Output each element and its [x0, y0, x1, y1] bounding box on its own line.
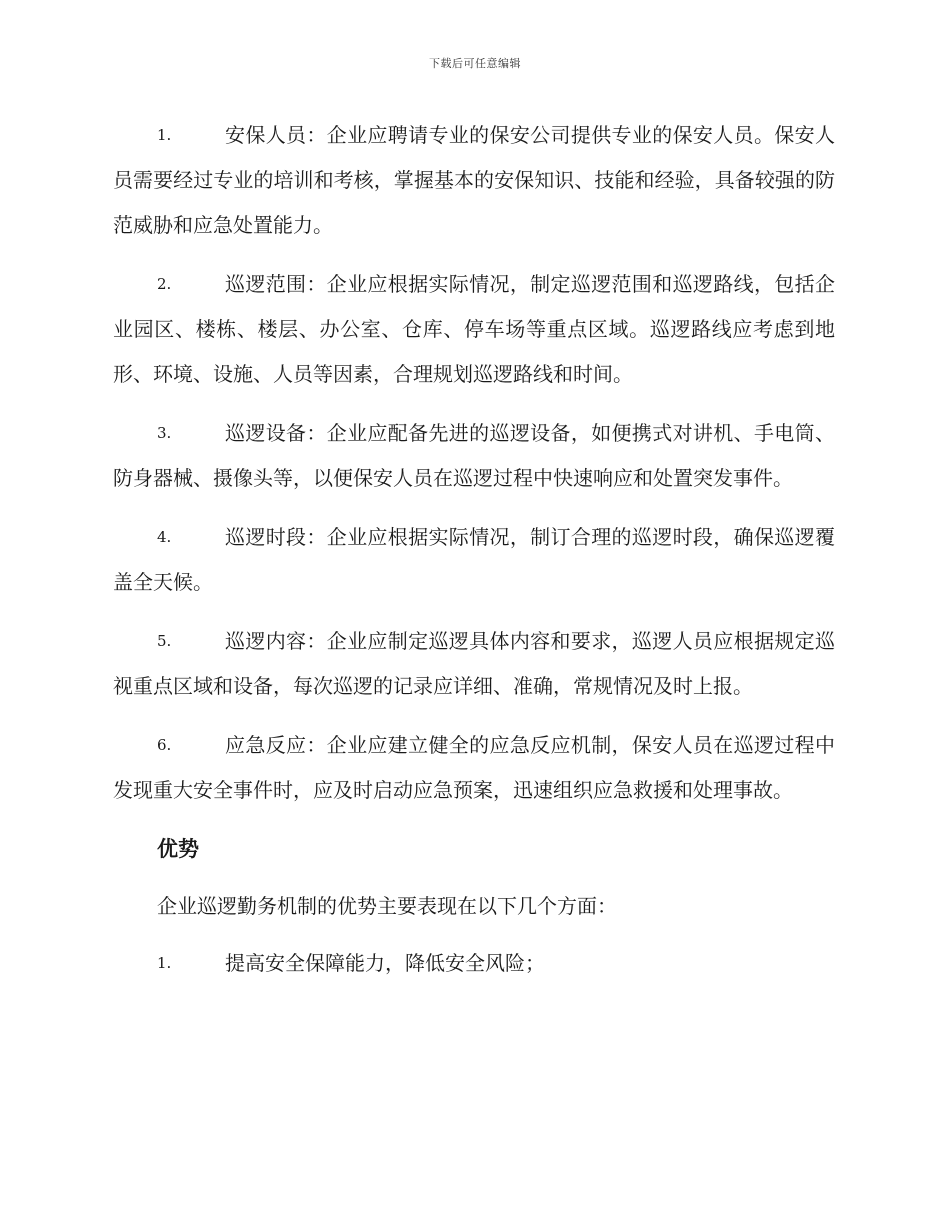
- list-item-number: 5.: [157, 632, 172, 650]
- list-item-text: 安保人员：企业应聘请专业的保安公司提供专业的保安人员。保安人员需要经过专业的培训和考核，掌握基本的安保知识、技能和经验，具备较强的防范威胁和应急处置能力。: [113, 123, 835, 237]
- list-item: [113, 262, 835, 397]
- list-item-number: 3.: [157, 424, 172, 442]
- list-item-text: 应急反应：企业应建立健全的应急反应机制，保安人员在巡逻过程中发现重大安全事件时，应及时启动应急预案，迅速组织应急救援和处理事故。: [113, 733, 835, 802]
- list-item-number: 1.: [157, 126, 172, 144]
- list-item-text: 巡逻范围：企业应根据实际情况，制定巡逻范围和巡逻路线，包括企业园区、楼栋、楼层、办公室、仓库、停车场等重点区域。巡逻路线应考虑到地形、环境、设施、人员等因素，合理规划巡逻路线和时间。: [113, 272, 835, 386]
- list-item-text: 巡逻内容：企业应制定巡逻具体内容和要求，巡逻人员应根据规定巡视重点区域和设备，每次巡逻的记录应详细、准确，常规情况及时上报。: [113, 629, 835, 698]
- list-item: [113, 411, 835, 501]
- header-note: 下载后可任意编辑: [429, 57, 521, 70]
- list-item-number: 2.: [157, 275, 172, 293]
- list-item: [113, 941, 835, 986]
- list-item-number: 1.: [157, 954, 172, 972]
- list-item: [113, 723, 835, 813]
- section-title-advantages: 优势: [157, 837, 199, 861]
- section-intro: 企业巡逻勤务机制的优势主要表现在以下几个方面：: [157, 894, 617, 918]
- list-item-text: 提高安全保障能力，降低安全风险；: [225, 951, 545, 975]
- list-item-text: 巡逻设备：企业应配备先进的巡逻设备，如便携式对讲机、手电筒、防身器械、摄像头等，以便保安人员在巡逻过程中快速响应和处置突发事件。: [113, 421, 835, 490]
- list-item-text: 巡逻时段：企业应根据实际情况，制订合理的巡逻时段，确保巡逻覆盖全天候。: [113, 525, 835, 594]
- list-item-number: 6.: [157, 736, 172, 754]
- document-body: [113, 113, 835, 1000]
- list-item-number: 4.: [157, 528, 172, 546]
- list-item: [113, 515, 835, 605]
- list-item: [113, 619, 835, 709]
- list-item: [113, 113, 835, 248]
